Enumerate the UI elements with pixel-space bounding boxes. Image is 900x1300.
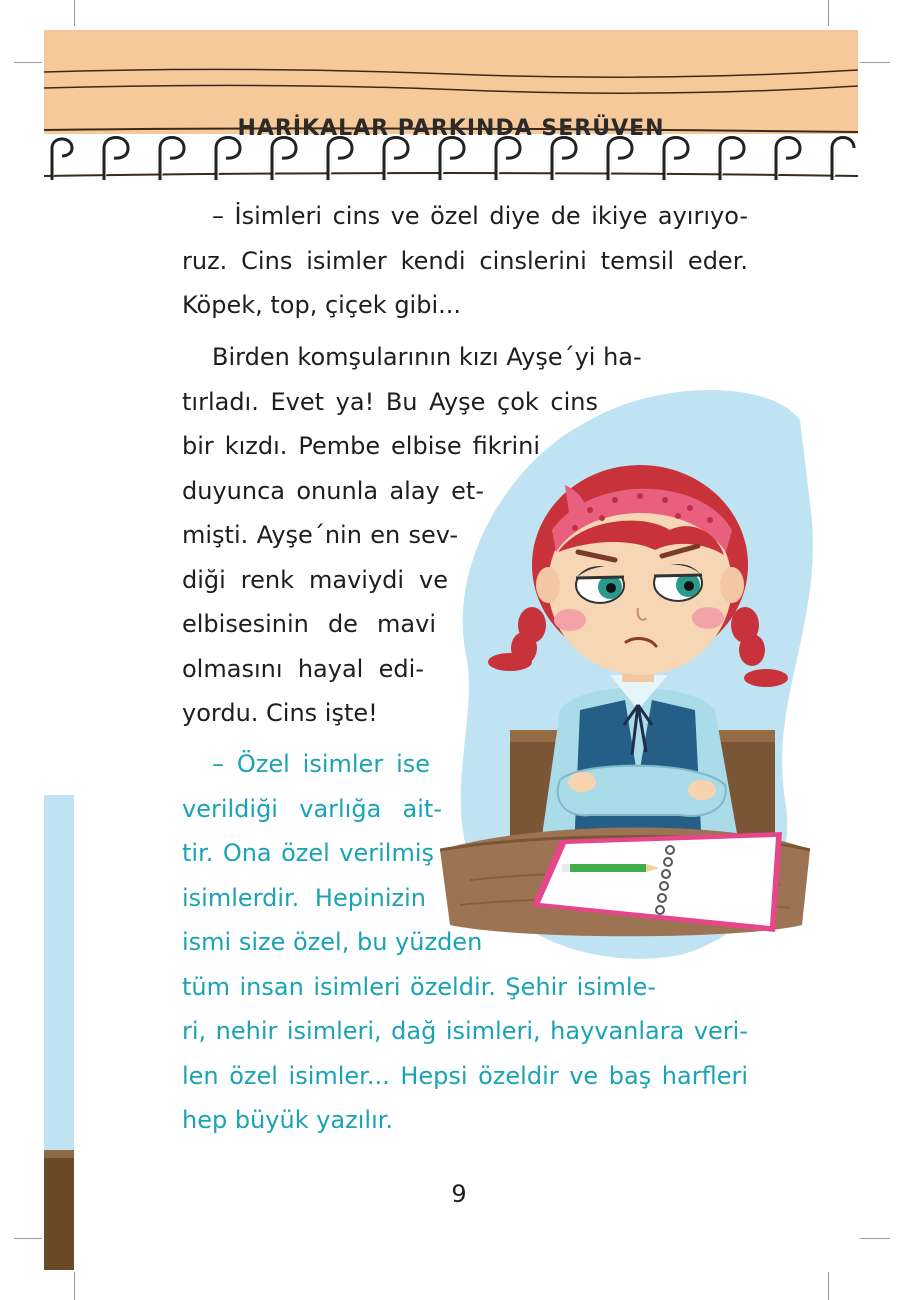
text-line: Birden komşularının kızı Ayşe´yi ha- <box>212 343 642 371</box>
paragraph-cins-isimler <box>182 194 748 328</box>
text-line: – İsimleri cins ve özel diye de ikiye ayırıyo- <box>212 202 748 230</box>
text-line: ri, nehir isimleri, dağ isimleri, hayvanlara veri- <box>182 1017 748 1045</box>
notebook-header-graphic <box>44 30 858 180</box>
crop-mark <box>828 1272 829 1300</box>
text-line: yordu. Cins işte! <box>182 699 378 727</box>
text-line: elbisesinin de mavi <box>182 610 436 638</box>
text-line: len özel isimler... Hepsi özeldir ve baş harfleri <box>182 1061 748 1090</box>
text-line: duyunca onunla alay et- <box>182 476 484 505</box>
text-line: ruz. Cins isimler kendi cinslerini temsil eder. <box>182 246 748 275</box>
crop-mark <box>860 1238 890 1239</box>
text-line: ismi size özel, bu yüzden <box>182 928 483 956</box>
crop-mark <box>828 0 829 26</box>
text-line: hep büyük yazılır. <box>182 1106 394 1134</box>
paragraph-ozel-isimler <box>182 742 748 1143</box>
text-line: – Özel isimler ise <box>212 750 430 778</box>
crop-mark <box>14 62 42 63</box>
text-line: tüm insan isimleri özeldir. Şehir isimle- <box>182 972 656 1001</box>
text-line: mişti. Ayşe´nin en sev- <box>182 521 458 549</box>
book-title: HARİKALAR PARKINDA SERÜVEN <box>237 116 665 141</box>
paragraph-ayse <box>182 335 642 736</box>
crop-mark <box>14 1238 42 1239</box>
text-line: tırladı. Evet ya! Bu Ayşe çok cins <box>182 387 598 416</box>
page-header <box>44 30 858 180</box>
crop-mark <box>860 62 890 63</box>
text-line: diği renk maviydi ve <box>182 565 448 594</box>
text-line: verildiği varlığa ait- <box>182 794 442 823</box>
text-line: isimlerdir. Hepinizin <box>182 883 426 912</box>
text-line: tir. Ona özel verilmiş <box>182 839 434 867</box>
crop-mark <box>74 1272 75 1300</box>
text-line: bir kızdı. Pembe elbise fikrini <box>182 432 540 460</box>
text-line: Köpek, top, çiçek gibi... <box>182 291 462 319</box>
crop-mark <box>74 0 75 26</box>
text-line: olmasını hayal edi- <box>182 654 424 683</box>
page-number: 9 <box>451 1180 467 1208</box>
